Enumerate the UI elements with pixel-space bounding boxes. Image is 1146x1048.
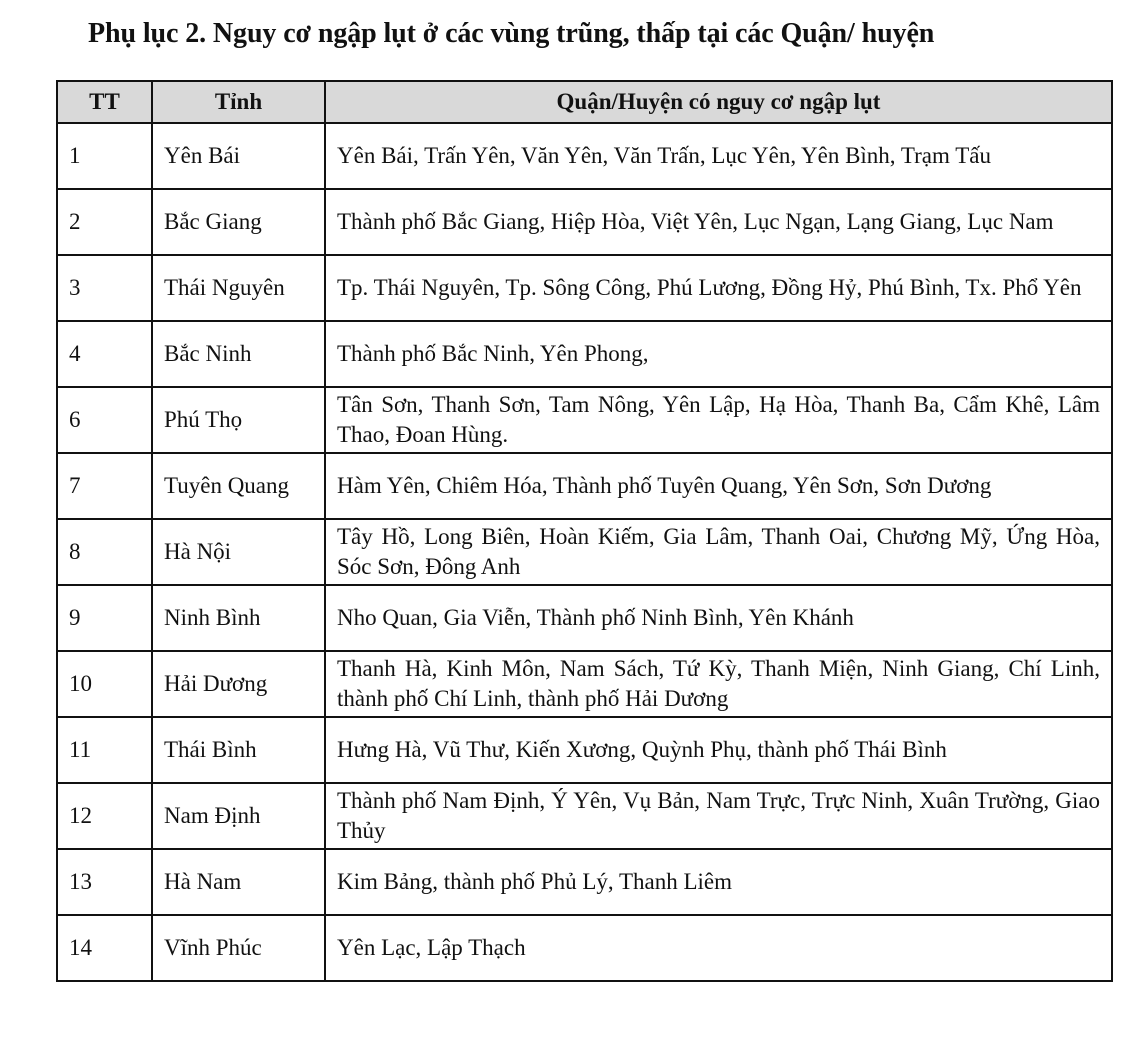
row-province: Nam Định xyxy=(152,783,325,849)
table-row xyxy=(57,651,1112,717)
row-province: Bắc Giang xyxy=(152,189,325,255)
table-row xyxy=(57,387,1112,453)
row-tt: 12 xyxy=(57,783,152,849)
header-tt: TT xyxy=(57,81,152,123)
row-province: Ninh Bình xyxy=(152,585,325,651)
row-districts: Hàm Yên, Chiêm Hóa, Thành phố Tuyên Quang, Yên Sơn, Sơn Dương xyxy=(325,453,1112,519)
row-tt: 9 xyxy=(57,585,152,651)
row-districts: Yên Lạc, Lập Thạch xyxy=(325,915,1112,981)
row-districts: Tân Sơn, Thanh Sơn, Tam Nông, Yên Lập, Hạ Hòa, Thanh Ba, Cẩm Khê, Lâm Thao, Đoan Hùng. xyxy=(325,387,1112,453)
row-tt: 3 xyxy=(57,255,152,321)
row-tt: 2 xyxy=(57,189,152,255)
row-province: Tuyên Quang xyxy=(152,453,325,519)
row-districts: Tp. Thái Nguyên, Tp. Sông Công, Phú Lương, Đồng Hỷ, Phú Bình, Tx. Phổ Yên xyxy=(325,255,1112,321)
table-row xyxy=(57,255,1112,321)
row-districts: Hưng Hà, Vũ Thư, Kiến Xương, Quỳnh Phụ, thành phố Thái Bình xyxy=(325,717,1112,783)
header-districts: Quận/Huyện có nguy cơ ngập lụt xyxy=(325,81,1112,123)
row-tt: 13 xyxy=(57,849,152,915)
row-tt: 6 xyxy=(57,387,152,453)
row-province: Thái Nguyên xyxy=(152,255,325,321)
row-districts: Thanh Hà, Kinh Môn, Nam Sách, Tứ Kỳ, Thanh Miện, Ninh Giang, Chí Linh, thành phố Chí Linh, thành phố Hải Dương xyxy=(325,651,1112,717)
row-province: Thái Bình xyxy=(152,717,325,783)
row-districts: Yên Bái, Trấn Yên, Văn Yên, Văn Trấn, Lục Yên, Yên Bình, Trạm Tấu xyxy=(325,123,1112,189)
row-tt: 14 xyxy=(57,915,152,981)
row-province: Vĩnh Phúc xyxy=(152,915,325,981)
row-tt: 8 xyxy=(57,519,152,585)
table-row xyxy=(57,321,1112,387)
table-row xyxy=(57,783,1112,849)
table-header-row xyxy=(57,81,1112,123)
row-districts: Thành phố Bắc Ninh, Yên Phong, xyxy=(325,321,1112,387)
flood-risk-table xyxy=(56,80,1113,982)
header-province: Tỉnh xyxy=(152,81,325,123)
table-row xyxy=(57,189,1112,255)
row-province: Hải Dương xyxy=(152,651,325,717)
row-province: Yên Bái xyxy=(152,123,325,189)
row-tt: 4 xyxy=(57,321,152,387)
row-province: Phú Thọ xyxy=(152,387,325,453)
row-tt: 7 xyxy=(57,453,152,519)
row-tt: 10 xyxy=(57,651,152,717)
row-districts: Kim Bảng, thành phố Phủ Lý, Thanh Liêm xyxy=(325,849,1112,915)
row-province: Hà Nội xyxy=(152,519,325,585)
table-row xyxy=(57,717,1112,783)
table-row xyxy=(57,849,1112,915)
row-districts: Thành phố Nam Định, Ý Yên, Vụ Bản, Nam Trực, Trực Ninh, Xuân Trường, Giao Thủy xyxy=(325,783,1112,849)
row-tt: 11 xyxy=(57,717,152,783)
document-title: Phụ lục 2. Nguy cơ ngập lụt ở các vùng trũng, thấp tại các Quận/ huyện xyxy=(88,18,935,49)
table-row xyxy=(57,453,1112,519)
row-districts: Thành phố Bắc Giang, Hiệp Hòa, Việt Yên, Lục Ngạn, Lạng Giang, Lục Nam xyxy=(325,189,1112,255)
table-row xyxy=(57,123,1112,189)
table-row xyxy=(57,585,1112,651)
row-districts: Nho Quan, Gia Viễn, Thành phố Ninh Bình, Yên Khánh xyxy=(325,585,1112,651)
table-row xyxy=(57,519,1112,585)
row-tt: 1 xyxy=(57,123,152,189)
table-row xyxy=(57,915,1112,981)
row-province: Bắc Ninh xyxy=(152,321,325,387)
row-province: Hà Nam xyxy=(152,849,325,915)
row-districts: Tây Hồ, Long Biên, Hoàn Kiếm, Gia Lâm, Thanh Oai, Chương Mỹ, Ứng Hòa, Sóc Sơn, Đông Anh xyxy=(325,519,1112,585)
